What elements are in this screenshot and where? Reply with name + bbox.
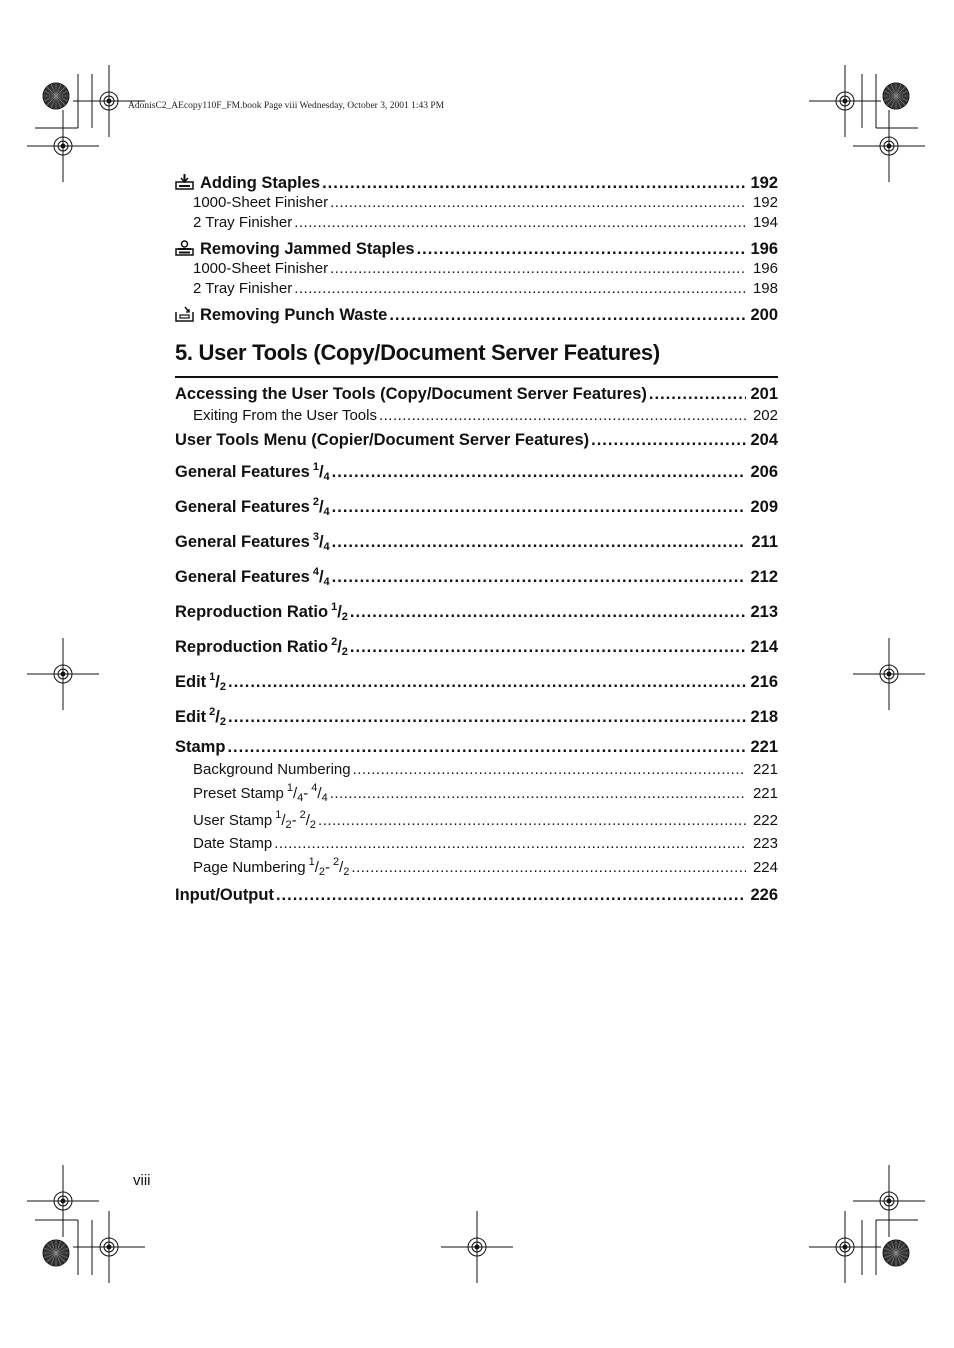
toc-label: Accessing the User Tools (Copy/Document Server Features) xyxy=(175,385,647,403)
toc-page: 194 xyxy=(752,214,778,231)
toc-label: Exiting From the User Tools xyxy=(193,407,377,424)
toc-entry-adding-2-tray[interactable] xyxy=(175,214,778,231)
toc-page: 211 xyxy=(751,533,778,551)
toc-entry-general-features-1[interactable]: General Features 1 / 4 ..... 206 xyxy=(175,463,778,482)
toc-label: Reproduction Ratio xyxy=(175,603,329,621)
toc-label: Background Numbering xyxy=(193,761,351,778)
toc-label: Input/Output xyxy=(175,886,274,904)
toc-label: General Features xyxy=(175,533,310,551)
fraction-denominator: 4 xyxy=(321,792,328,804)
toc-label: User Stamp xyxy=(193,812,273,829)
page-number: viii xyxy=(133,1172,151,1189)
toc-page: 226 xyxy=(750,886,778,904)
toc-page: 198 xyxy=(752,280,778,297)
toc-entry-reproduction-ratio-2[interactable]: Reproduction Ratio 2 / 2 ..... 214 xyxy=(175,638,778,657)
toc-label: General Features xyxy=(175,568,310,586)
fraction-numerator: 3 xyxy=(312,531,319,543)
fraction-denominator: 4 xyxy=(323,506,330,518)
fraction-denominator: 2 xyxy=(285,819,292,831)
toc-page: 223 xyxy=(752,835,778,852)
toc-page: 222 xyxy=(752,812,778,829)
toc-page: 213 xyxy=(750,603,778,621)
fraction-denominator: 2 xyxy=(219,716,227,728)
toc-label: Preset Stamp xyxy=(193,785,284,802)
toc-page: 202 xyxy=(752,407,778,424)
fraction-numerator: 2 xyxy=(209,706,216,718)
toc-entry-background-numbering[interactable] xyxy=(175,761,778,778)
staple-jam-icon xyxy=(175,240,194,256)
toc-label: Edit xyxy=(175,708,207,726)
toc-page: 218 xyxy=(750,708,778,726)
toc-page: 192 xyxy=(752,194,778,211)
toc-entry-exiting-user-tools[interactable] xyxy=(175,407,778,424)
fraction-denominator: 2 xyxy=(341,611,348,623)
fraction-numerator: 4 xyxy=(311,782,318,794)
fraction-denominator: 2 xyxy=(309,819,317,831)
fraction-numerator: 1 xyxy=(209,671,216,683)
toc-entry-user-tools-menu[interactable] xyxy=(175,431,778,450)
fraction-numerator: 1 xyxy=(286,782,293,794)
toc-entry-removing-jammed-staples[interactable] xyxy=(175,238,778,259)
toc-entry-preset-stamp[interactable]: Preset Stamp 1 / 4 - 4 / 4 ..... 221 xyxy=(175,785,778,802)
toc-label: Reproduction Ratio xyxy=(175,638,329,656)
fraction-numerator: 1 xyxy=(312,461,319,473)
toc-entry-edit-2[interactable]: Edit 2 / 2 ..... 218 xyxy=(175,708,778,727)
chapter-rule xyxy=(175,376,778,378)
toc-entry-accessing-user-tools[interactable] xyxy=(175,385,778,404)
toc-entry-adding-1000-sheet[interactable] xyxy=(175,194,778,211)
toc-page: 221 xyxy=(752,785,778,802)
fraction-denominator: 2 xyxy=(341,646,348,658)
toc-label: General Features xyxy=(175,463,310,481)
fraction-denominator: 4 xyxy=(323,541,330,553)
toc-label: Stamp xyxy=(175,738,226,756)
file-header: AdonisC2_AEcopy110F_FM.book Page viii Wednesday, October 3, 2001 1:43 PM xyxy=(128,101,445,111)
toc-page: 214 xyxy=(750,638,778,656)
fraction-numerator: 1 xyxy=(308,856,315,868)
toc-label: 1000-Sheet Finisher xyxy=(193,260,329,277)
staple-add-icon xyxy=(175,174,194,190)
toc-page: 192 xyxy=(750,174,778,192)
fraction-numerator: 2 xyxy=(333,856,340,868)
toc-page: 206 xyxy=(750,463,778,481)
fraction-denominator: 2 xyxy=(343,866,350,878)
toc-label: 2 Tray Finisher xyxy=(193,280,293,297)
toc-entry-adding-staples[interactable] xyxy=(175,172,778,193)
fraction-numerator: 2 xyxy=(312,496,319,508)
toc-page: 209 xyxy=(750,498,778,516)
toc-entry-general-features-4[interactable]: General Features 4 / 4 ..... 212 xyxy=(175,568,778,587)
fraction-numerator: 1 xyxy=(331,601,338,613)
toc-entry-date-stamp[interactable] xyxy=(175,835,778,852)
fraction-numerator: 1 xyxy=(275,809,282,821)
toc-label: General Features xyxy=(175,498,310,516)
toc-label: Page Numbering xyxy=(193,859,306,876)
fraction-denominator: 2 xyxy=(318,866,325,878)
toc-label: Removing Jammed Staples xyxy=(200,240,415,258)
toc-page: 216 xyxy=(750,673,778,691)
fraction-denominator: 4 xyxy=(297,792,304,804)
toc-page: 221 xyxy=(750,738,778,756)
toc-label: User Tools Menu (Copier/Document Server Features) xyxy=(175,431,590,449)
toc-entry-general-features-2[interactable]: General Features 2 / 4 ..... 209 xyxy=(175,498,778,517)
toc-page: 196 xyxy=(752,260,778,277)
toc-label: Edit xyxy=(175,673,207,691)
toc-label: Date Stamp xyxy=(193,835,273,852)
toc-page: 204 xyxy=(750,431,778,449)
chapter-title: 5. User Tools (Copy/Document Server Features) xyxy=(175,340,660,365)
toc-page: 221 xyxy=(752,761,778,778)
fraction-denominator: 4 xyxy=(323,471,330,483)
punch-waste-icon xyxy=(175,306,194,322)
toc-entry-general-features-3[interactable]: General Features 3 / 4 ..... 211 xyxy=(175,533,778,552)
toc-entry-user-stamp[interactable]: User Stamp 1 / 2 - 2 / 2 ..... 222 xyxy=(175,812,778,829)
toc-label: 1000-Sheet Finisher xyxy=(193,194,329,211)
fraction-numerator: 4 xyxy=(312,566,319,578)
toc-entry-input-output[interactable] xyxy=(175,886,778,905)
toc-entry-page-numbering[interactable]: Page Numbering 1 / 2 - 2 / 2 ..... 224 xyxy=(175,859,778,876)
toc-entry-stamp[interactable] xyxy=(175,738,778,757)
toc-label: Removing Punch Waste xyxy=(200,306,388,324)
toc-page: 224 xyxy=(752,859,778,876)
toc-page: 200 xyxy=(750,306,778,324)
fraction-numerator: 2 xyxy=(299,809,306,821)
toc-entry-reproduction-ratio-1[interactable]: Reproduction Ratio 1 / 2 ..... 213 xyxy=(175,603,778,622)
toc-page: 212 xyxy=(750,568,778,586)
toc-entry-edit-1[interactable]: Edit 1 / 2 ..... 216 xyxy=(175,673,778,692)
fraction-numerator: 2 xyxy=(331,636,338,648)
toc-entry-removing-1000-sheet[interactable] xyxy=(175,260,778,277)
fraction-denominator: 2 xyxy=(219,681,227,693)
toc-entry-removing-punch-waste[interactable] xyxy=(175,304,778,325)
toc-page: 196 xyxy=(750,240,778,258)
toc-page: 201 xyxy=(750,385,778,403)
toc-label: 2 Tray Finisher xyxy=(193,214,293,231)
fraction-denominator: 4 xyxy=(323,576,330,588)
toc-entry-removing-2-tray[interactable] xyxy=(175,280,778,297)
toc-label: Adding Staples xyxy=(200,174,321,192)
